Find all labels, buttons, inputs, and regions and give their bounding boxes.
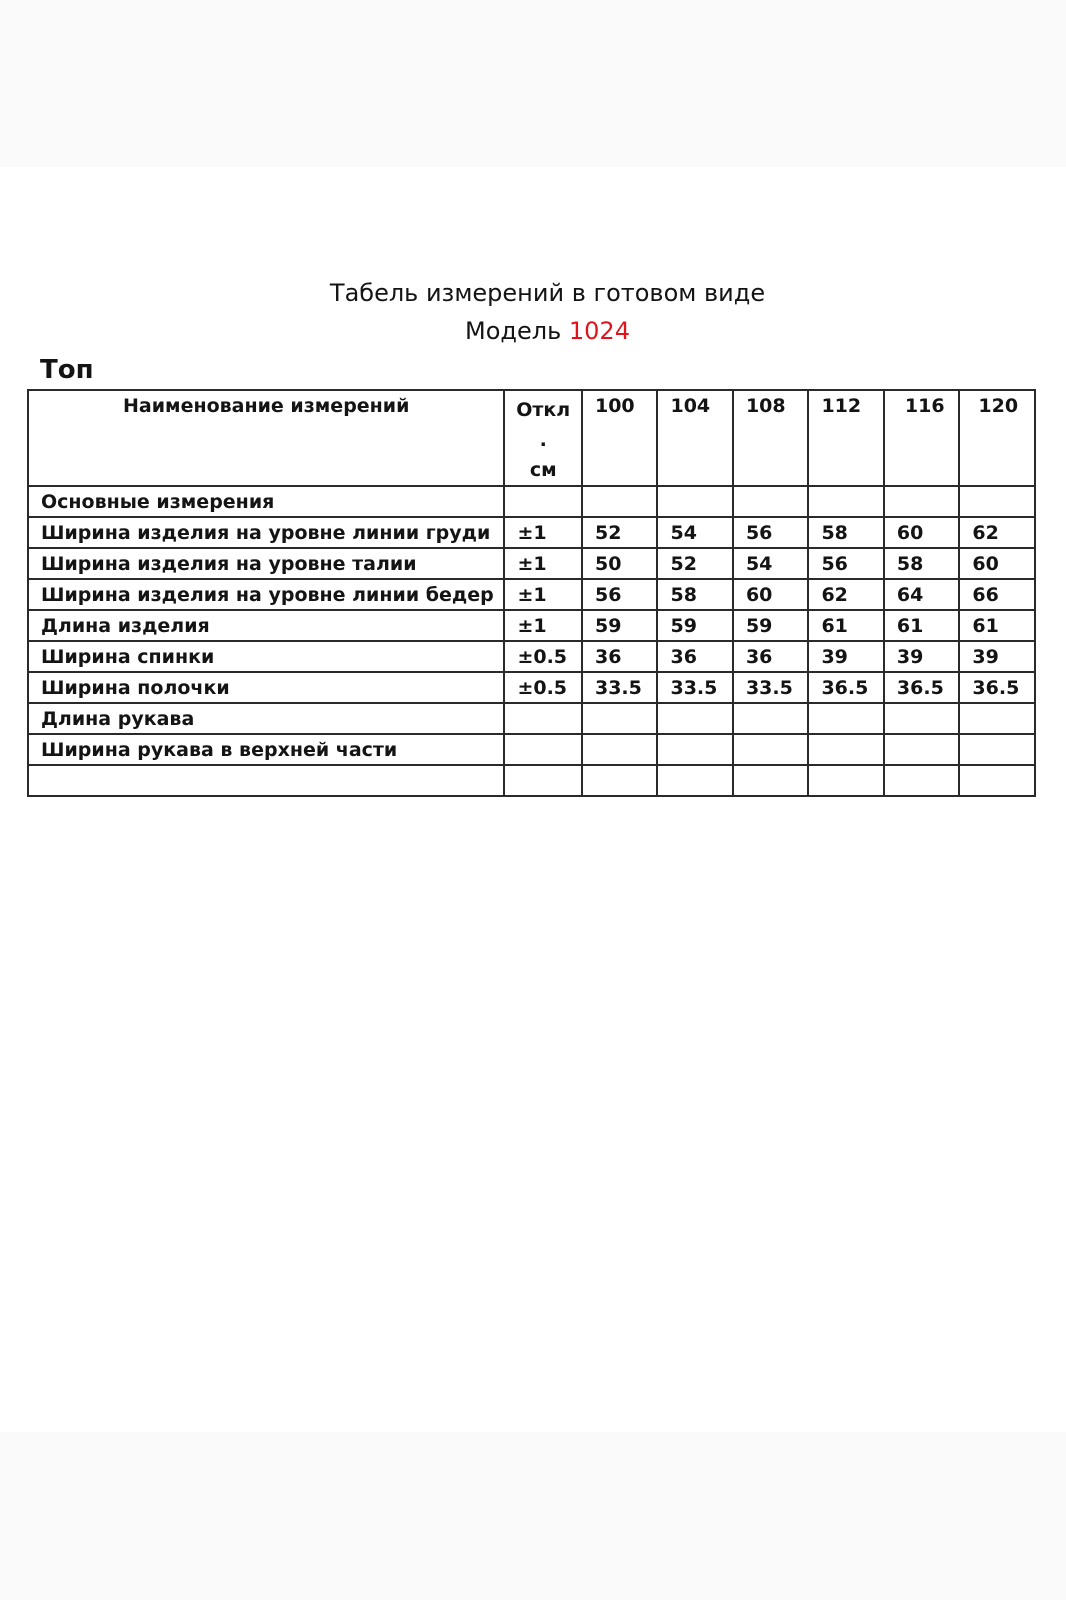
size-value-cell: 33.5 xyxy=(733,672,808,703)
header-size-120: 120 xyxy=(959,390,1035,486)
size-value-cell: 61 xyxy=(959,610,1035,641)
measurement-name: Ширина спинки xyxy=(28,641,504,672)
tolerance-cell: ±0.5 xyxy=(504,641,582,672)
tolerance-cell: ±0.5 xyxy=(504,672,582,703)
measurement-name: Основные измерения xyxy=(28,486,504,517)
tolerance-cell: ±1 xyxy=(504,548,582,579)
size-value-cell: 52 xyxy=(657,548,732,579)
size-value-cell: 61 xyxy=(808,610,883,641)
size-value-cell xyxy=(657,765,732,796)
size-value-cell xyxy=(959,703,1035,734)
size-value-cell: 36 xyxy=(657,641,732,672)
table-row xyxy=(28,610,1035,641)
size-value-cell xyxy=(959,765,1035,796)
measurements-table xyxy=(27,389,1036,797)
size-value-cell xyxy=(582,734,657,765)
header-size-104: 104 xyxy=(657,390,732,486)
size-value-cell xyxy=(808,486,883,517)
size-value-cell xyxy=(657,703,732,734)
size-value-cell: 50 xyxy=(582,548,657,579)
size-value-cell xyxy=(657,486,732,517)
measurement-name: Ширина изделия на уровне линии груди xyxy=(28,517,504,548)
size-value-cell: 36.5 xyxy=(959,672,1035,703)
table-row xyxy=(28,579,1035,610)
measurement-name: Длина рукава xyxy=(28,703,504,734)
size-value-cell: 36.5 xyxy=(808,672,883,703)
size-value-cell: 33.5 xyxy=(582,672,657,703)
measurement-name: Ширина рукава в верхней части xyxy=(28,734,504,765)
header-size-112: 112 xyxy=(808,390,883,486)
size-value-cell: 54 xyxy=(657,517,732,548)
size-value-cell xyxy=(808,703,883,734)
section-title: Топ xyxy=(40,355,94,385)
size-value-cell xyxy=(884,734,959,765)
header-tolerance-line2: . xyxy=(539,429,547,451)
size-value-cell: 56 xyxy=(582,579,657,610)
tolerance-cell xyxy=(504,765,582,796)
size-value-cell: 60 xyxy=(733,579,808,610)
header-tolerance-line3: см xyxy=(529,459,557,481)
header-size-108: 108 xyxy=(733,390,808,486)
bottom-margin-band xyxy=(0,1432,1066,1600)
top-margin-band xyxy=(0,0,1066,167)
size-value-cell: 52 xyxy=(582,517,657,548)
table-row xyxy=(28,734,1035,765)
size-value-cell: 58 xyxy=(884,548,959,579)
size-value-cell: 59 xyxy=(657,610,732,641)
size-value-cell xyxy=(733,486,808,517)
size-value-cell: 36 xyxy=(582,641,657,672)
size-value-cell xyxy=(582,765,657,796)
measurement-name xyxy=(28,765,504,796)
size-value-cell xyxy=(959,734,1035,765)
size-value-cell: 36 xyxy=(733,641,808,672)
size-value-cell: 64 xyxy=(884,579,959,610)
size-value-cell xyxy=(733,765,808,796)
table-header-row xyxy=(28,390,1035,486)
header-tolerance-line1: Откл xyxy=(516,399,571,421)
size-value-cell: 39 xyxy=(808,641,883,672)
size-value-cell: 66 xyxy=(959,579,1035,610)
size-value-cell: 59 xyxy=(733,610,808,641)
header-name: Наименование измерений xyxy=(28,390,504,486)
measurement-name: Ширина изделия на уровне линии бедер xyxy=(28,579,504,610)
measurement-name: Ширина полочки xyxy=(28,672,504,703)
size-value-cell xyxy=(884,486,959,517)
table-row xyxy=(28,641,1035,672)
size-value-cell xyxy=(657,734,732,765)
size-value-cell xyxy=(884,765,959,796)
size-value-cell: 36.5 xyxy=(884,672,959,703)
size-value-cell: 56 xyxy=(733,517,808,548)
model-label: Модель xyxy=(465,317,562,345)
size-value-cell: 59 xyxy=(582,610,657,641)
tolerance-cell: ±1 xyxy=(504,579,582,610)
size-value-cell xyxy=(808,734,883,765)
size-value-cell xyxy=(582,486,657,517)
size-value-cell: 39 xyxy=(884,641,959,672)
size-value-cell xyxy=(959,486,1035,517)
table-row xyxy=(28,517,1035,548)
size-value-cell: 56 xyxy=(808,548,883,579)
measurement-name: Длина изделия xyxy=(28,610,504,641)
size-value-cell: 33.5 xyxy=(657,672,732,703)
size-value-cell: 58 xyxy=(808,517,883,548)
size-value-cell: 54 xyxy=(733,548,808,579)
size-value-cell xyxy=(733,734,808,765)
size-value-cell: 39 xyxy=(959,641,1035,672)
tolerance-cell: ±1 xyxy=(504,610,582,641)
table-row xyxy=(28,703,1035,734)
size-value-cell: 58 xyxy=(657,579,732,610)
tolerance-cell xyxy=(504,703,582,734)
model-number: 1024 xyxy=(568,317,630,345)
tolerance-cell xyxy=(504,734,582,765)
size-value-cell xyxy=(884,703,959,734)
header-tolerance xyxy=(504,390,582,486)
size-value-cell xyxy=(582,703,657,734)
size-value-cell xyxy=(733,703,808,734)
size-value-cell: 60 xyxy=(959,548,1035,579)
size-value-cell: 61 xyxy=(884,610,959,641)
header-size-116: 116 xyxy=(884,390,959,486)
tolerance-cell xyxy=(504,486,582,517)
size-value-cell: 60 xyxy=(884,517,959,548)
size-value-cell xyxy=(808,765,883,796)
size-value-cell: 62 xyxy=(808,579,883,610)
header-size-100: 100 xyxy=(582,390,657,486)
table-row xyxy=(28,548,1035,579)
table-row xyxy=(28,486,1035,517)
measurement-name: Ширина изделия на уровне талии xyxy=(28,548,504,579)
tolerance-cell: ±1 xyxy=(504,517,582,548)
table-row xyxy=(28,765,1035,796)
model-heading xyxy=(0,314,1066,348)
size-value-cell: 62 xyxy=(959,517,1035,548)
table-row xyxy=(28,672,1035,703)
document-title: Табель измерений в готовом виде xyxy=(329,279,766,307)
